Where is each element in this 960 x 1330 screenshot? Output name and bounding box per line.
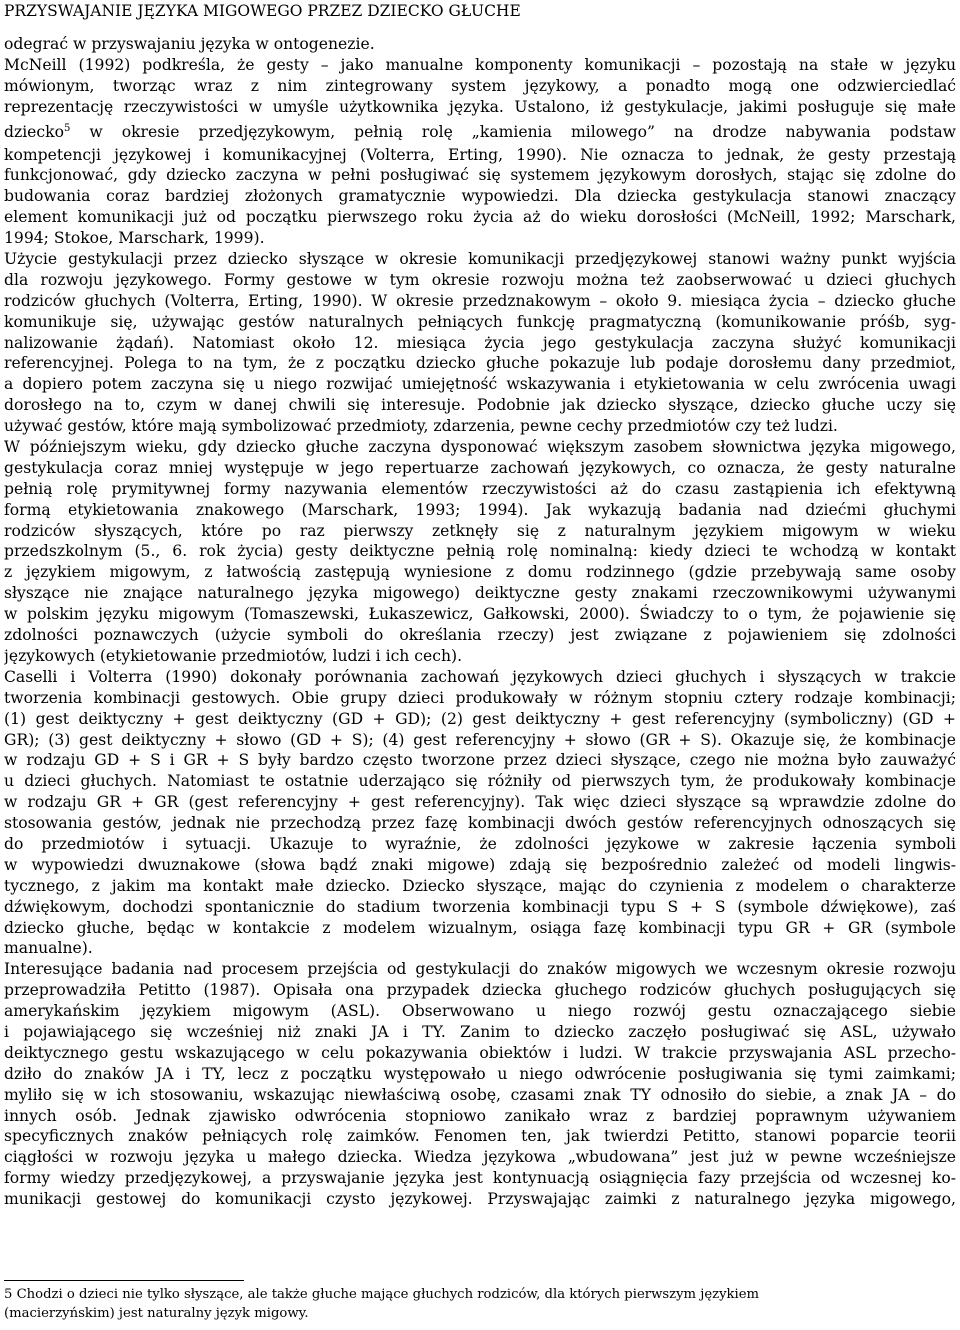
body-line: kompetencji językowej i komunikacyjnej (Volterra, Erting, 1990). Nie oznacza to jednak, że gesty przestają bbox=[4, 145, 956, 164]
running-header: PRZYSWAJANIE JĘZYKA MIGOWEGO PRZEZ DZIECKO GŁUCHE bbox=[4, 2, 521, 20]
body-line: 1994; Stokoe, Marschark, 1999). bbox=[4, 229, 265, 248]
body-line: językowych (etykietowanie przedmiotów, ludzi i ich cech). bbox=[4, 646, 463, 665]
body-line: u dzieci głuchych. Natomiast te ostatnie uderzająco się różniły od pierwszych tym, że produkowały kombinacje bbox=[4, 772, 956, 791]
body-line: rodziców słyszących, które po raz pierwszy zetknęły się z naturalnym językiem migowym w wieku bbox=[4, 521, 956, 540]
body-line: Użycie gestykulacji przez dziecko słyszące w okresie komunikacji przedjęzykowej stanowi ważny punkt wyjścia bbox=[4, 250, 956, 269]
body-line: specyficznych znaków pełniących rolę zaimków. Fenomen ten, jak twierdzi Petitto, stanowi poparcie teorii bbox=[4, 1127, 956, 1146]
body-line: manualne). bbox=[4, 939, 93, 958]
body-line: reprezentację rzeczywistości w umyśle użytkownika języka. Ustalono, iż gestykulacje, jakimi posługuje się małe bbox=[4, 97, 956, 116]
body-line: funkcjonować, gdy dziecko zaczyna w pełni posługiwać się systemem językowym dorosłych, stając się zdolne do bbox=[4, 166, 956, 185]
body-line: odegrać w przyswajaniu języka w ontogenezie. bbox=[4, 35, 375, 53]
body-line: przeprowadziła Petitto (1987). Opisała ona przypadek dziecka głuchego rodziców głuchych posługujących się bbox=[4, 981, 956, 1000]
body-line: dorosłego na to, czym w danej chwili się interesuje. Podobnie jak dziecko słyszące, dziecko głuche uczy się bbox=[4, 396, 956, 415]
body-line: słyszące nie znające naturalnego języka migowego) deiktyczne gesty znakami rzeczownikowymi używanymi bbox=[4, 584, 956, 603]
body-line: komunikuje się, używając gestów naturalnych pełniących funkcję pragmatyczną (komunikowanie próśb, syg- bbox=[4, 312, 956, 331]
body-line: używać gestów, które mają symbolizować przedmioty, zdarzenia, pewne cechy przedmiotów czy też ludzi. bbox=[4, 417, 838, 436]
body-line: Interesujące badania nad procesem przejścia od gestykulacji do znaków migowych we wczesnym okresie rozwoju bbox=[4, 960, 956, 979]
body-line: stosowania gestów, jednak nie przechodzą przez fazę kombinacji dwóch gestów referencyjnych odnoszących się bbox=[4, 814, 956, 833]
footnote-marker[interactable]: 5 bbox=[63, 122, 71, 134]
body-line-lead: dziecko bbox=[4, 122, 64, 141]
body-line: deiktycznego gestu wskazującego w celu pokazywania obiektów i ludzi. W trakcie przyswajania ASL przecho- bbox=[4, 1043, 956, 1062]
body-line: tycznego, z jakim ma kontakt małe dziecko. Dziecko słyszące, mając do czynienia z modelem o charakterze bbox=[4, 876, 956, 895]
body-line: element komunikacji już od początku pierwszego roku życia aż do wieku dorosłości (McNeill, 1992; Marschark, bbox=[4, 208, 956, 227]
body-line-text: w okresie przedjęzykowym, pełnią rolę „kamienia milowego” na drodze nabywania podstaw bbox=[89, 122, 956, 141]
body-line: w rodzaju GR + GR (gest referencyjny + gest referencyjny). Tak więc dzieci słyszące są wprawdzie zdolne do bbox=[4, 793, 956, 812]
body-line: McNeill (1992) podkreśla, że gesty – jako manualne komponenty komunikacji – pozostają na stałe w języku bbox=[4, 55, 956, 74]
body-line: nalizowanie żądań). Natomiast około 12. miesiąca życia jego gestykulacja zaczyna służyć komunikacji bbox=[4, 333, 956, 352]
body-text bbox=[4, 34, 956, 1210]
body-line: dziło do znaków JA i TY, lecz z początku występowało u niego odwrócenie posługiwania się tymi zaimkami; bbox=[4, 1064, 956, 1083]
body-line: w polskim języku migowym (Tomaszewski, Łukaszewicz, Gałkowski, 2000). Świadczy to o tym, że pojawienie się bbox=[4, 605, 956, 624]
body-line: dla rozwoju językowego. Formy gestowe w tym okresie rozwoju można też zaobserwować u dzieci głuchych bbox=[4, 270, 956, 289]
body-line: w wypowiedzi dwuznakowe (słowa bądź znaki migowe) zdają się bezpośrednio zależeć od modeli lingwis- bbox=[4, 855, 956, 874]
body-line: a dopiero potem zaczyna się u niego rozwijać umiejętność wskazywania i etykietowania w celu zwrócenia uwagi bbox=[4, 375, 956, 394]
body-line: przedszkolnym (5., 6. rok życia) gesty deiktyczne pełnią rolę nominalną: kiedy dzieci te wchodzą w kontakt bbox=[4, 542, 956, 561]
footnote-line: 5 Chodzi o dzieci nie tylko słyszące, ale także głuche mające głuchych rodziców, dla których pierwszym językiem bbox=[4, 1287, 760, 1302]
body-line bbox=[4, 118, 956, 145]
body-line: munikacji gestowej do komunikacji czysto językowej. Przyswajając zaimki z naturalnego języka migowego, bbox=[4, 1190, 956, 1209]
body-line: amerykańskim językiem migowym (ASL). Obserwowano u niego rozwój gestu oznaczającego siebie bbox=[4, 1002, 956, 1021]
body-line: innych osób. Jednak zjawisko odwrócenia stopniowo zanikało wraz z bardziej poprawnym używaniem bbox=[4, 1106, 956, 1125]
body-line: pełnią rolę prymitywnej formy nazywania elementów rzeczywistości aż do czasu zastąpienia ich efektywną bbox=[4, 479, 956, 498]
body-line: formą etykietowania znakowego (Marschark, 1993; 1994). Jak wykazują badania nad dziećmi głuchymi bbox=[4, 500, 956, 519]
body-line: ciągłości w rozwoju języka u małego dziecka. Wiedza językowa „wbudowana” jest już w pewne wcześniejsze bbox=[4, 1148, 956, 1167]
body-line: (1) gest deiktyczny + gest deiktyczny (GD + GD); (2) gest deiktyczny + gest referencyjny (symboliczny) (GD + bbox=[4, 709, 956, 728]
body-line: gestykulacja coraz mniej występuje w jego repertuarze zachowań językowych, co oznacza, że gesty naturalne bbox=[4, 458, 956, 477]
body-line: dziecko głuche, będąc w kontakcie z modelem wizualnym, osiąga fazę kombinacji typu GR + GR (symbole bbox=[4, 918, 956, 937]
footnote-line: (macierzyńskim) jest naturalny język migowy. bbox=[4, 1305, 309, 1321]
body-line: w rodzaju GD + S i GR + S były bardzo często tworzone przez dzieci słyszące, czego nie można było zauważyć bbox=[4, 751, 956, 770]
body-line: mówionym, tworząc wraz z nim zintegrowany system językowy, a ponadto mogą one odzwierciedlać bbox=[4, 76, 956, 95]
footnote bbox=[4, 1286, 944, 1323]
body-line: formy wiedzy przedjęzykowej, a przyswajanie języka jest kontynuacją osiągnięcia fazy przejścia od wczesnej ko- bbox=[4, 1169, 956, 1188]
body-line: tworzenia kombinacji gestowych. Obie grupy dzieci produkowały w różnym stopniu cztery rodzaje kombinacji; bbox=[4, 688, 956, 707]
body-line: z językiem migowym, z łatwością zastępują wyniesione z domu rodzinnego (gdzie przebywają same osoby bbox=[4, 563, 956, 582]
body-line: budowania coraz bardziej złożonych gramatycznie wypowiedzi. Dla dziecka gestykulacja stanowi znaczący bbox=[4, 187, 956, 206]
footnote-separator bbox=[4, 1280, 244, 1281]
body-line: dźwiękowym, dochodzi spontanicznie do stadium tworzenia kombinacji typu S + S (symbole dźwiękowe), zaś bbox=[4, 897, 956, 916]
body-line: i pojawiającego się wcześniej niż znaki JA i TY. Zanim to dziecko zaczęło posługiwać się ASL, używało bbox=[4, 1022, 956, 1041]
body-line: zdolności poznawczych (użycie symboli do określania rzeczy) jest związane z pojawieniem się zdolności bbox=[4, 626, 956, 645]
body-line: GR); (3) gest deiktyczny + słowo (GD + S); (4) gest referencyjny + słowo (GR + S). Okazuje się, że kombinacje bbox=[4, 730, 956, 749]
body-line: referencyjnej. Polega to na tym, że z początku dziecko głuche pokazuje lub podaje dorosłemu dany przedmiot, bbox=[4, 354, 956, 373]
body-line: W późniejszym wieku, gdy dziecko głuche zaczyna dysponować większym zasobem słownictwa języka migowego, bbox=[4, 438, 956, 457]
body-line: do przedmiotów i sytuacji. Ukazuje to wyraźnie, że zdolności językowe w zakresie łączenia symboli bbox=[4, 834, 956, 853]
body-line: myliło się w ich stosowaniu, wskazując niewłaściwą osobę, czasami znak TY odnosiło do siebie, a znak JA – do bbox=[4, 1085, 956, 1104]
body-line: Caselli i Volterra (1990) dokonały porównania zachowań językowych dzieci głuchych i słyszących w trakcie bbox=[4, 667, 956, 686]
body-line: rodziców głuchych (Volterra, Erting, 1990). W okresie przedznakowym – około 9. miesiąca życia – dziecko głuche bbox=[4, 291, 956, 310]
